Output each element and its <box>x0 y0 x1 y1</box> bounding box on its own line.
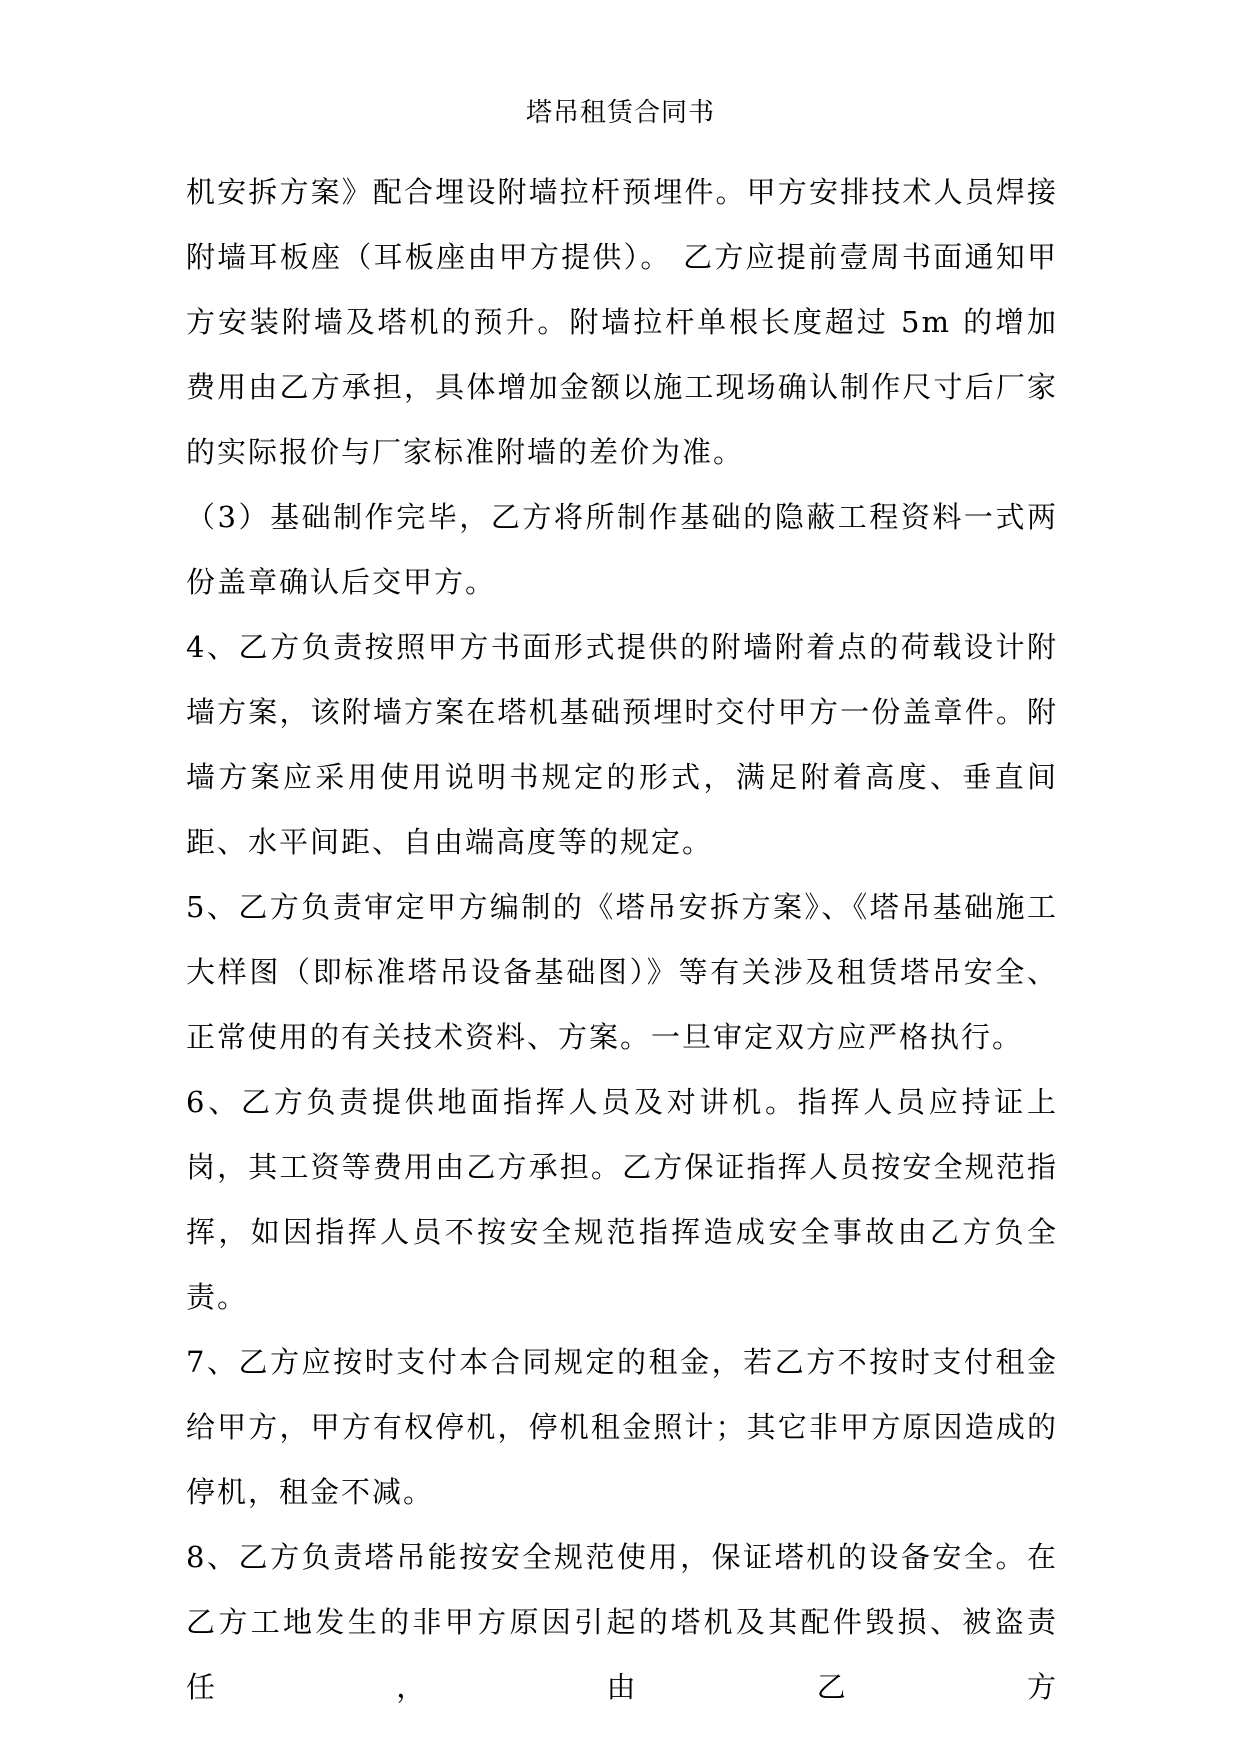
paragraph-clause-8: 8、乙方负责塔吊能按安全规范使用，保证塔机的设备安全。在乙方工地发生的非甲方原因引起的塔机及其配件毁损、被盗责任，由乙方 <box>186 1540 1058 1704</box>
page-title: 塔吊租赁合同书 <box>525 98 715 128</box>
paragraph-clause-5: 5、乙方负责审定甲方编制的《塔吊安拆方案》、《塔吊基础施工大样图（即标准塔吊设备基础图）》等有关涉及租赁塔吊安全、正常使用的有关技术资料、方案。一旦审定双方应严格执行。 <box>186 890 1058 1054</box>
paragraph-clause-4: 4、乙方负责按照甲方书面形式提供的附墙附着点的荷载设计附墙方案，该附墙方案在塔机基础预埋时交付甲方一份盖章件。附墙方案应采用使用说明书规定的形式，满足附着高度、垂直间距、水平间距、自由端高度等的规定。 <box>186 630 1058 859</box>
paragraph-clause-7: 7、乙方应按时支付本合同规定的租金，若乙方不按时支付租金给甲方，甲方有权停机，停机租金照计；其它非甲方原因造成的停机，租金不减。 <box>186 1345 1058 1509</box>
paragraph-clause-6: 6、乙方负责提供地面指挥人员及对讲机。指挥人员应持证上岗，其工资等费用由乙方承担。乙方保证指挥人员按安全规范指挥，如因指挥人员不按安全规范指挥造成安全事故由乙方负全责。 <box>186 1085 1058 1314</box>
paragraph-anchor-installation: 机安拆方案》配合埋设附墙拉杆预埋件。甲方安排技术人员焊接附墙耳板座（耳板座由甲方提供）。 乙方应提前壹周书面通知甲方安装附墙及塔机的预升。附墙拉杆单根长度超过 5m 的增加费用由乙方承担，具体增加金额以施工现场确认制作尺寸后厂家的实际报价与厂家标准附墙的差价为准。 <box>186 175 1058 469</box>
paragraph-foundation-records: （3）基础制作完毕，乙方将所制作基础的隐蔽工程资料一式两份盖章确认后交甲方。 <box>186 500 1058 599</box>
document-body <box>186 160 1058 1720</box>
